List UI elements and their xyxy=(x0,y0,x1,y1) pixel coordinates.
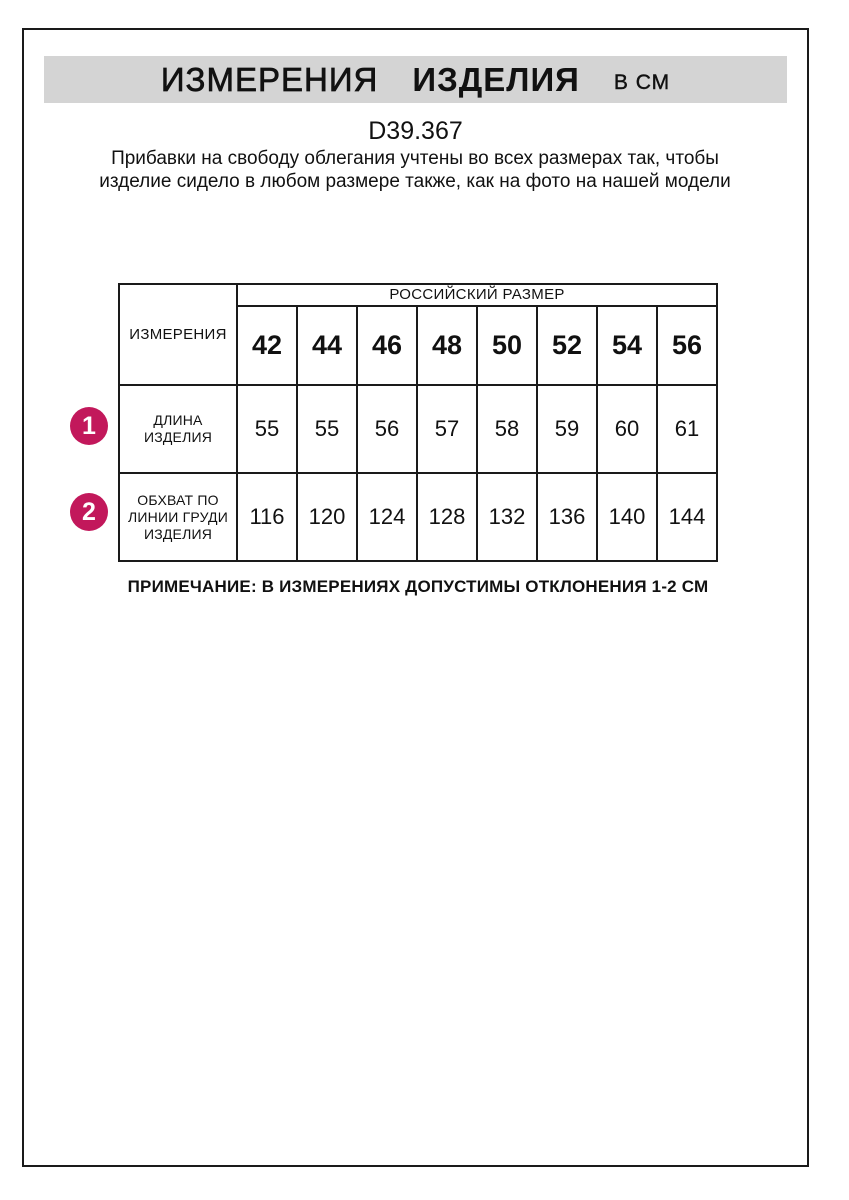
size-table xyxy=(118,283,718,562)
size-header-cell: 52 xyxy=(537,306,597,385)
value-cell: 57 xyxy=(417,385,477,473)
size-header-cell: 46 xyxy=(357,306,417,385)
note-text: ПРИМЕЧАНИЕ: В ИЗМЕРЕНИЯХ ДОПУСТИМЫ ОТКЛОНЕНИЯ 1-2 СМ xyxy=(127,577,709,596)
value-cell: 136 xyxy=(537,473,597,561)
size-header-cell: 48 xyxy=(417,306,477,385)
product-code: D39.367 xyxy=(368,117,463,145)
banner-unit-label: В СМ xyxy=(613,70,671,94)
value-cell: 132 xyxy=(477,473,537,561)
value-cell: 144 xyxy=(657,473,717,561)
value-cell: 55 xyxy=(237,385,297,473)
size-header-cell: 54 xyxy=(597,306,657,385)
value-cell: 140 xyxy=(597,473,657,561)
value-cell: 61 xyxy=(657,385,717,473)
value-cell: 60 xyxy=(597,385,657,473)
banner-title-measurements: ИЗМЕРЕНИЯ xyxy=(160,60,379,98)
row-label-cell: ОБХВАТ ПО ЛИНИИ ГРУДИ ИЗДЕЛИЯ xyxy=(119,473,237,561)
table-row xyxy=(119,473,717,561)
value-cell: 128 xyxy=(417,473,477,561)
size-header-cell: 42 xyxy=(237,306,297,385)
value-cell: 55 xyxy=(297,385,357,473)
value-cell: 124 xyxy=(357,473,417,561)
row-marker-badge: 2 xyxy=(70,493,108,531)
size-header-cell: 44 xyxy=(297,306,357,385)
size-header-cell: 50 xyxy=(477,306,537,385)
value-cell: 58 xyxy=(477,385,537,473)
table-row xyxy=(119,385,717,473)
banner-title-product: ИЗДЕЛИЯ xyxy=(412,60,580,98)
value-cell: 56 xyxy=(357,385,417,473)
corner-header-cell: ИЗМЕРЕНИЯ xyxy=(119,284,237,385)
value-cell: 116 xyxy=(237,473,297,561)
size-header-cell: 56 xyxy=(657,306,717,385)
value-cell: 59 xyxy=(537,385,597,473)
row-marker-badge: 1 xyxy=(70,407,108,445)
page-frame xyxy=(22,28,809,1167)
value-cell: 120 xyxy=(297,473,357,561)
title-banner xyxy=(44,56,787,103)
intro-text: Прибавки на свободу облегания учтены во всех размерах так, чтобы изделие сидело в любом размере также, как на фото на нашей модели xyxy=(99,148,731,192)
group-header-cell: РОССИЙСКИЙ РАЗМЕР xyxy=(237,284,717,306)
row-label-cell: ДЛИНА ИЗДЕЛИЯ xyxy=(119,385,237,473)
